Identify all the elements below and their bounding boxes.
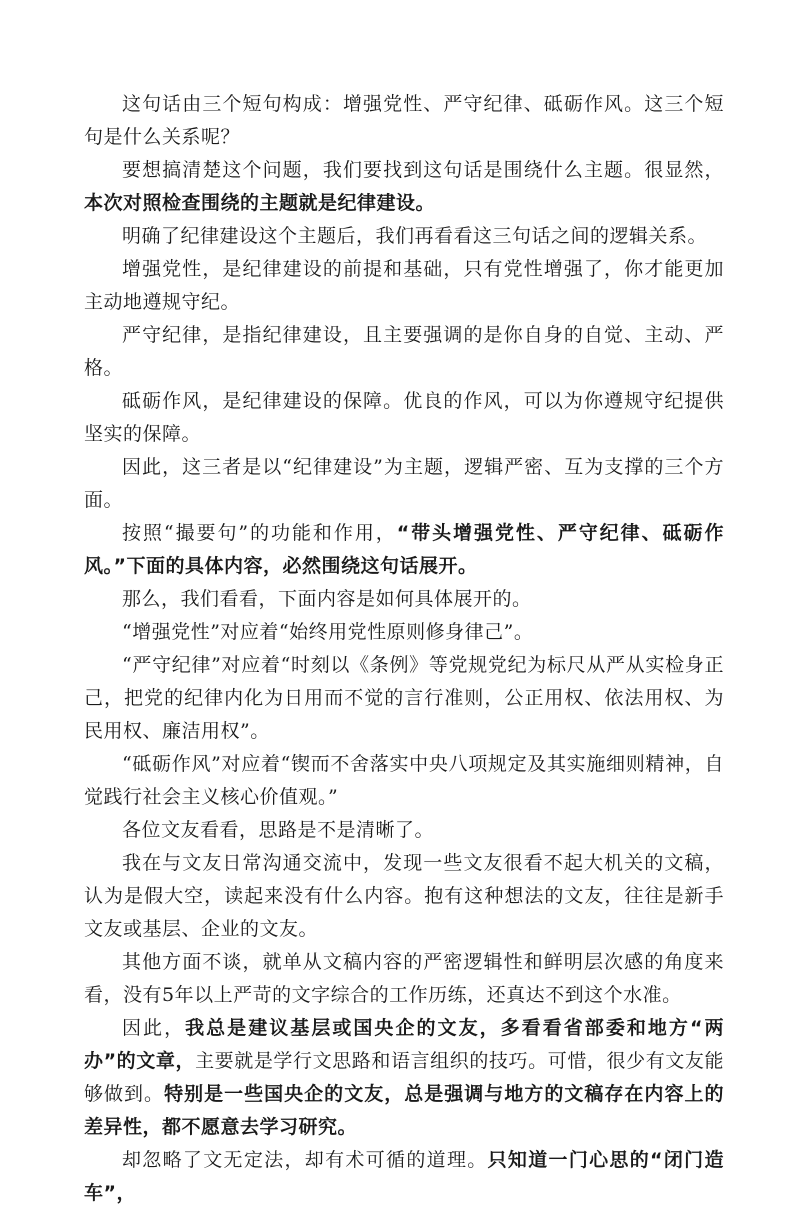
text-segment: 按照“撮要句”的功能和作用， — [122, 522, 397, 544]
paragraph — [84, 946, 724, 1012]
text-segment: 要想搞清楚这个问题，我们要找到这句话是围绕什么主题。很显然， — [122, 159, 724, 181]
paragraph — [84, 517, 724, 583]
text-segment: 严守纪律，是指纪律建设，且主要强调的是你自身的自觉、主动、严格。 — [84, 324, 724, 379]
paragraph — [84, 319, 724, 385]
document-body — [84, 88, 724, 1210]
paragraph — [84, 88, 724, 154]
paragraph — [84, 385, 724, 451]
text-segment: 却忽略了文无定法，却有术可循的道理。 — [122, 1149, 488, 1171]
text-segment: 我在与文友日常沟通交流中，发现一些文友很看不起大机关的文稿，认为是假大空，读起来没有什么内容。抱有这种想法的文友，往往是新手文友或基层、企业的文友。 — [84, 852, 724, 940]
text-segment: 各位文友看看，思路是不是清晰了。 — [122, 819, 435, 841]
text-segment: 主要就是学行文思路和语言组织的技巧。可惜，很少有文友能够做到。 — [84, 1050, 724, 1105]
text-segment: 其他方面不谈，就单从文稿内容的严密逻辑性和鲜明层次感的角度来看，没有5年以上严苛的文字综合的工作历练，还真达不到这个水准。 — [84, 951, 724, 1006]
text-segment: “增强党性”对应着“始终用党性原则修身律己”。 — [122, 621, 534, 643]
paragraph — [84, 814, 724, 847]
text-segment: 那么，我们看看，下面内容是如何具体展开的。 — [122, 588, 532, 610]
paragraph — [84, 154, 724, 220]
text-segment: 因此，这三者是以“纪律建设”为主题，逻辑严密、互为支撑的三个方面。 — [84, 456, 724, 511]
paragraph — [84, 583, 724, 616]
text-segment: 这句话由三个短句构成：增强党性、严守纪律、砥砺作风。这三个短句是什么关系呢？ — [84, 93, 724, 148]
bold-text-segment: “带头增强党性、严守纪律、砥砺作风。”下面的具体内容，必然围绕这句话展开。 — [84, 522, 724, 577]
text-segment: 砥砺作风，是纪律建设的保障。优良的作风，可以为你遵规守纪提供坚实的保障。 — [84, 390, 724, 445]
paragraph — [84, 451, 724, 517]
text-segment: 明确了纪律建设这个主题后，我们再看看这三句话之间的逻辑关系。 — [122, 225, 708, 247]
bold-text-segment: 只知道一门心思的“闭门造车”， — [84, 1149, 724, 1204]
paragraph — [84, 616, 724, 649]
paragraph — [84, 220, 724, 253]
paragraph — [84, 1012, 724, 1144]
paragraph — [84, 748, 724, 814]
text-segment: “严守纪律”对应着“时刻以《条例》等党规党纪为标尺从严从实检身正己，把党的纪律内化为日用而不觉的言行准则，公正用权、依法用权、为民用权、廉洁用权”。 — [84, 654, 724, 742]
text-segment: 增强党性，是纪律建设的前提和基础，只有党性增强了，你才能更加主动地遵规守纪。 — [84, 258, 724, 313]
bold-text-segment: 特别是一些国央企的文友，总是强调与地方的文稿存在内容上的差异性，都不愿意去学习研究。 — [84, 1083, 724, 1138]
bold-text-segment: 我总是建议基层或国央企的文友，多看看省部委和地方“两办”的文章， — [84, 1017, 724, 1072]
paragraph — [84, 1144, 724, 1210]
paragraph — [84, 649, 724, 748]
text-segment: 因此， — [122, 1017, 186, 1039]
text-segment: “砥砺作风”对应着“锲而不舍落实中央八项规定及其实施细则精神，自觉践行社会主义核心价值观。” — [84, 753, 724, 808]
bold-text-segment: 本次对照检查围绕的主题就是纪律建设。 — [84, 192, 436, 214]
paragraph — [84, 253, 724, 319]
paragraph — [84, 847, 724, 946]
